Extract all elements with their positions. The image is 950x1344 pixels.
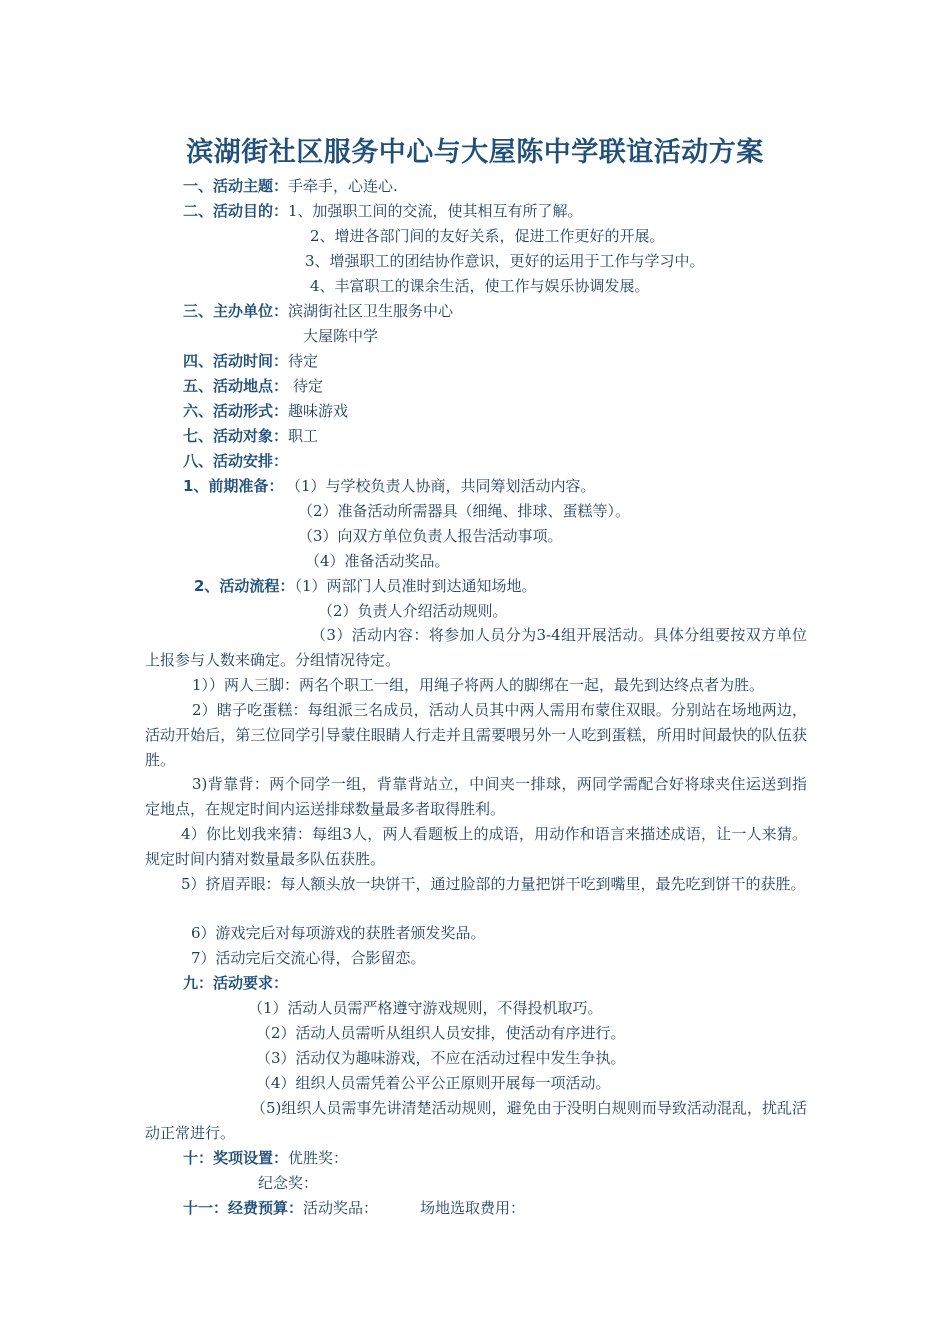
list-item: （4）准备活动奖品。: [305, 552, 450, 570]
game-item: 7）活动完后交流心得，合影留恋。: [191, 949, 426, 967]
list-item: 优胜奖：: [288, 1149, 349, 1167]
list-item: （2）活动人员需听从组织人员安排，使活动有序进行。: [256, 1024, 626, 1042]
list-item: 2、增进各部门间的友好关系，促进工作更好的开展。: [310, 227, 665, 245]
section-arrangement-label: 八、活动安排：: [183, 452, 289, 470]
section-text: 职工: [288, 427, 319, 445]
list-item: 1、加强职工间的交流，使其相互有所了解。: [288, 202, 583, 220]
list-item: （1）两部门人员准时到达通知场地。: [294, 577, 537, 595]
list-item: （1）活动人员需严格遵守游戏规则，不得投机取巧。: [248, 999, 603, 1017]
game-item: 3)背靠背：两个同学一组，背靠背站立，中间夹一排球，两同学需配合好将球夹住运送到指定地点，在规定时间内运送排球数量最多者取得胜利。: [145, 775, 807, 818]
section-budget: [183, 1196, 525, 1221]
list-item: （2）负责人介绍活动规则。: [318, 602, 508, 620]
game-item: 4）你比划我来猜：每组3人，两人看题板上的成语，用动作和语言来描述成语，让一人来猜。规定时间内猜对数量最多队伍获胜。: [145, 825, 807, 868]
list-item: 4、丰富职工的课余生活，使工作与娱乐协调发展。: [310, 277, 650, 295]
section-format: [183, 399, 348, 424]
list-item: 3、增强职工的团结协作意识，更好的运用于工作与学习中。: [305, 252, 705, 270]
document-title: 滨湖街社区服务中心与大屋陈中学联谊活动方案: [186, 137, 764, 168]
section-label: 十一：经费预算：: [183, 1199, 304, 1217]
section-label: 十：奖项设置：: [183, 1149, 289, 1167]
list-item: （2）准备活动所需器具（细绳、排球、蛋糕等）。: [298, 502, 631, 520]
flow-item-3: （3）活动内容：将参加人员分为3-4组开展活动。具体分组要按双方单位上报参与人数来确定。分组情况待定。: [145, 626, 807, 669]
section-awards: [183, 1146, 348, 1171]
list-item: 场地选取费用：: [420, 1199, 526, 1217]
section-label: 一、活动主题：: [183, 177, 289, 195]
list-item: 滨湖街社区卫生服务中心: [288, 302, 454, 320]
list-item: （4）组织人员需凭着公平公正原则开展每一项活动。: [256, 1074, 611, 1092]
game-item: 5）挤眉弄眼：每人额头放一块饼干，通过脸部的力量把饼干吃到嘴里，最先吃到饼干的获胜。: [181, 875, 806, 893]
list-item: （1）与学校负责人协商，共同筹划活动内容。: [293, 477, 596, 495]
section-label: 五、活动地点：: [183, 377, 289, 395]
section-time: [183, 349, 318, 374]
list-item: （5)组织人员需事先讲清楚活动规则，避免由于没明白规则而导致活动混乱，扰乱活动正常进行。: [145, 1099, 807, 1142]
flow-section: [194, 574, 537, 599]
section-label: 六、活动形式：: [183, 402, 289, 420]
section-label: 四、活动时间：: [183, 352, 289, 370]
flow-label: 2、活动流程：: [194, 577, 295, 595]
section-label: 七、活动对象：: [183, 427, 289, 445]
game-item: 1））两人三脚：两名个职工一组，用绳子将两人的脚绑在一起，最先到达终点者为胜。: [192, 676, 765, 694]
section-theme: [183, 174, 398, 199]
list-item: 大屋陈中学: [303, 327, 379, 345]
section-audience: [183, 424, 318, 449]
section-text: 趣味游戏: [288, 402, 349, 420]
section-requirements-label: 九：活动要求：: [183, 974, 289, 992]
list-item: （3）活动仅为趣味游戏，不应在活动过程中发生争执。: [256, 1049, 626, 1067]
section-label: 三、主办单位：: [183, 302, 289, 320]
list-item: 活动奖品：: [303, 1199, 379, 1217]
section-organizers: [183, 299, 453, 324]
section-location: [183, 374, 323, 399]
section-text: 待定: [288, 352, 319, 370]
section-text: 手牵手，心连心.: [288, 177, 398, 195]
section-label: 二、活动目的：: [183, 202, 289, 220]
list-item: 纪念奖：: [258, 1174, 319, 1192]
prep-label: 1、前期准备：: [183, 477, 284, 495]
section-purpose: [183, 199, 583, 224]
game-item: 6）游戏完后对每项游戏的获胜者颁发奖品。: [191, 924, 486, 942]
section-text: 待定: [293, 377, 324, 395]
list-item: （3）向双方单位负责人报告活动事项。: [298, 527, 563, 545]
prep-section: [183, 474, 596, 499]
game-item: 2）瞎子吃蛋糕：每组派三名成员，活动人员其中两人需用布蒙住双眼。分别站在场地两边，活动开始后，第三位同学引导蒙住眼睛人行走并且需要喂另外一人吃到蛋糕，所用时间最快的队伍获胜。: [145, 701, 807, 769]
